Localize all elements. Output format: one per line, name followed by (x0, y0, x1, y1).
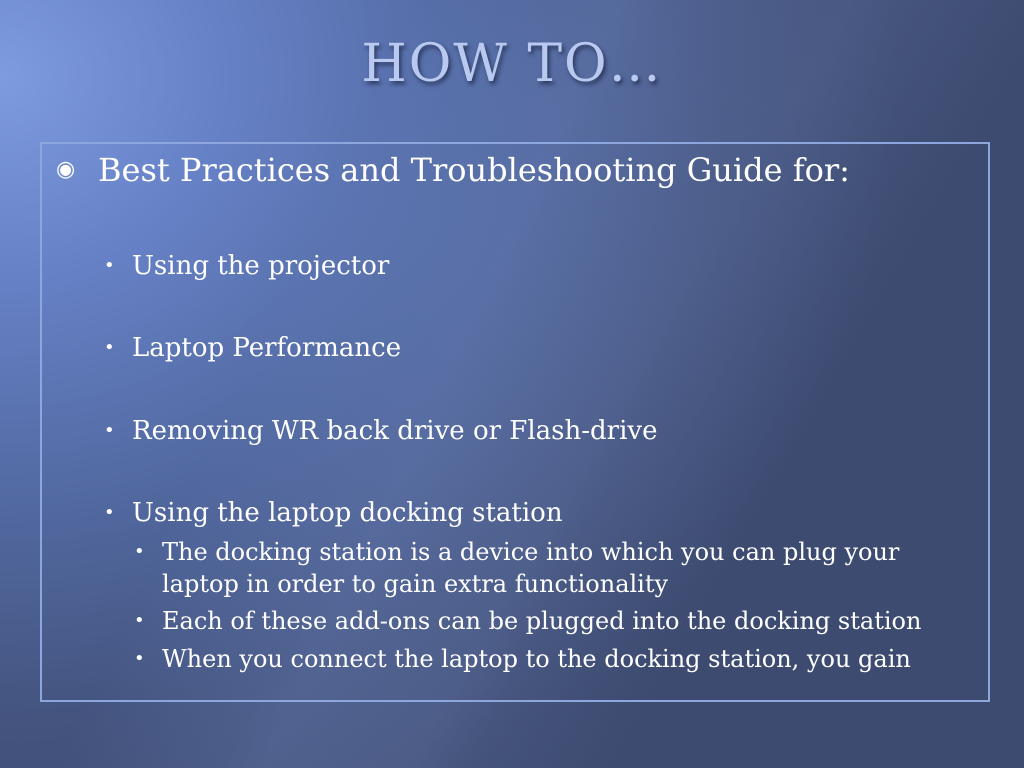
list-item (104, 497, 563, 529)
dot-bullet-icon: • (134, 610, 145, 631)
sub-list-item-text: Each of these add-ons can be plugged into the docking station (162, 607, 922, 635)
list-item-text: Using the laptop docking station (132, 498, 563, 528)
slide-title: HOW TO… (361, 34, 663, 94)
dot-bullet-icon: • (104, 337, 115, 358)
list-item-text: Removing WR back drive or Flash-drive (132, 416, 658, 446)
dot-bullet-icon: • (104, 255, 115, 276)
sub-list-item (134, 536, 954, 600)
sub-list-item (134, 643, 954, 675)
sub-list-item-text: When you connect the laptop to the docking station, you gain (162, 645, 911, 673)
dot-bullet-icon: • (104, 502, 115, 523)
list-item (104, 332, 401, 364)
sub-list-item-text: The docking station is a device into which you can plug your laptop in order to gain extra functionality (162, 538, 900, 598)
circle-bullet-icon: ◉ (56, 157, 76, 182)
list-item (104, 415, 657, 447)
main-bullet (56, 150, 850, 190)
sub-list-item (134, 605, 954, 637)
dot-bullet-icon: • (134, 541, 145, 562)
dot-bullet-icon: • (104, 420, 115, 441)
dot-bullet-icon: • (134, 648, 145, 669)
main-bullet-text: Best Practices and Troubleshooting Guide for: (98, 151, 850, 189)
list-item-text: Laptop Performance (132, 333, 402, 363)
list-item-text: Using the projector (132, 251, 390, 281)
list-item (104, 250, 389, 282)
